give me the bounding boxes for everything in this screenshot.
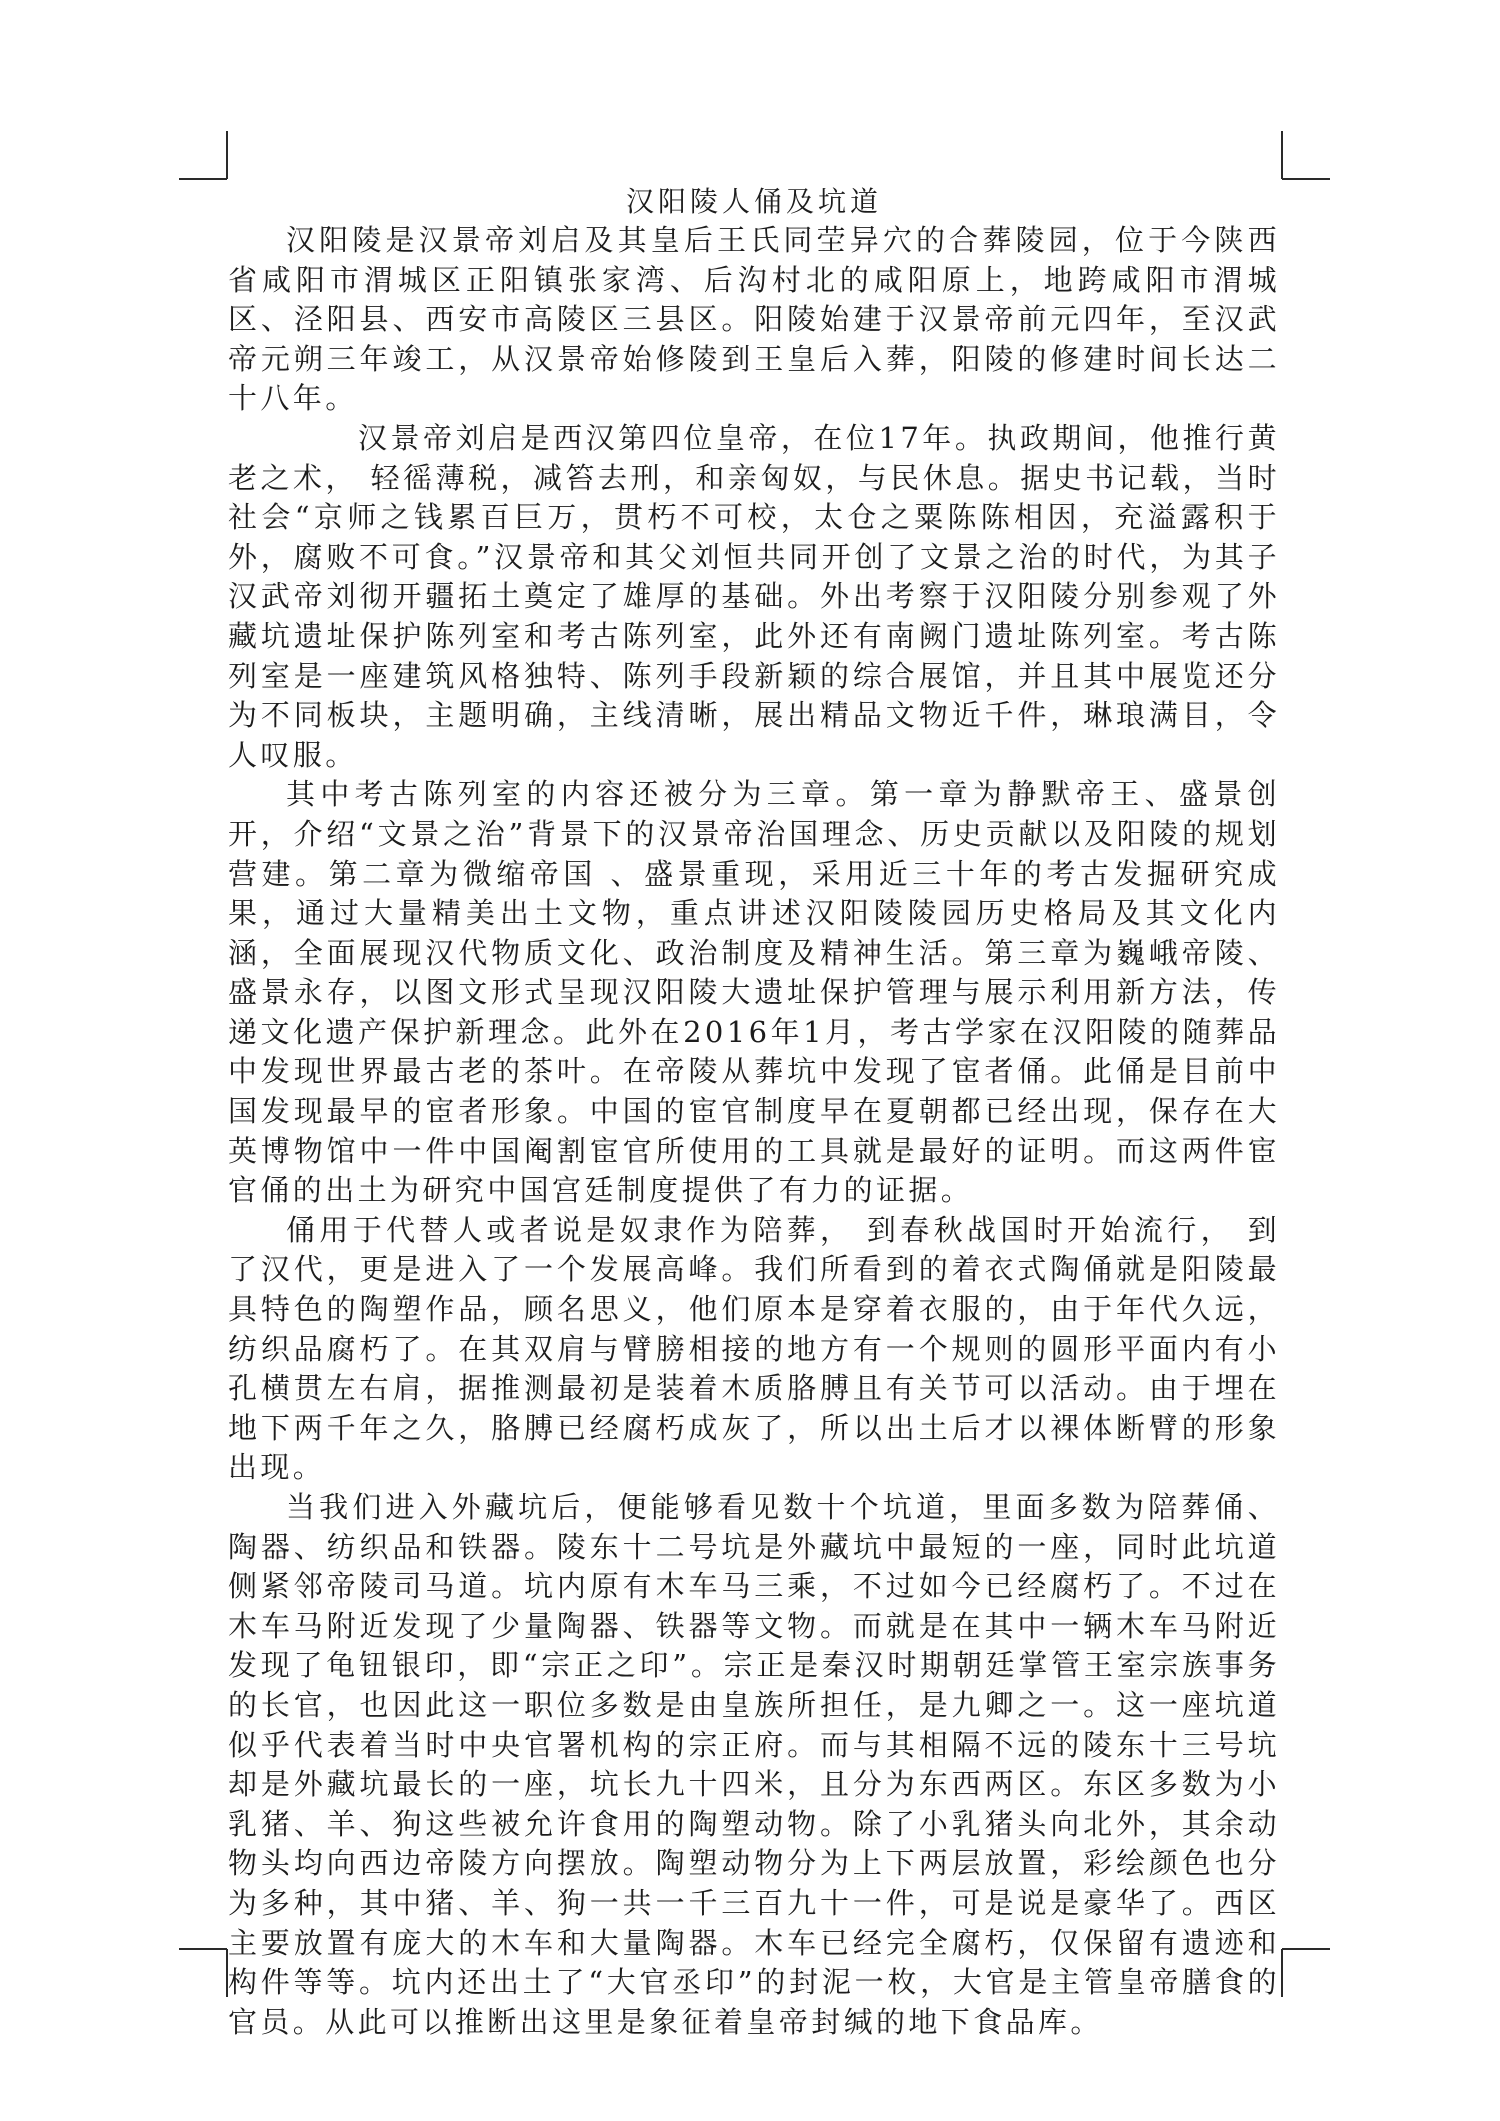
document-title: 汉阳陵人俑及坑道 [625, 185, 882, 218]
paragraph-intro: 汉阳陵是汉景帝刘启及其皇后王氏同茔异穴的合葬陵园，位于今陕西省咸阳市渭城区正阳镇张家湾、后沟村北的咸阳原上，地跨咸阳市渭城区、泾阳县、西安市高陵区三县区。阳陵始建于汉景帝前元四年，至汉武帝元朔三年竣工，从汉景帝始修陵到王皇后入葬，阳陵的修建时间长达二十八年。 [228, 223, 1280, 416]
paragraph-pits: 当我们进入外藏坑后，便能够看见数十个坑道，里面多数为陪葬俑、陶器、纺织品和铁器。陵东十二号坑是外藏坑中最短的一座，同时此坑道侧紧邻帝陵司马道。坑内原有木车马三乘，不过如今已经腐朽了。不过在木车马附近发现了少量陶器、铁器等文物。而就是在其中一辆木车马附近发现了龟钮银印，即“宗正之印”。宗正是秦汉时期朝廷掌管王室宗族事务的长官，也因此这一职位多数是由皇族所担任，是九卿之一。这一座坑道似乎代表着当时中央官署机构的宗正府。而与其相隔不远的陵东十三号坑却是外藏坑最长的一座，坑长九十四米，且分为东西两区。东区多数为小乳猪、羊、狗这些被允许食用的陶塑动物。除了小乳猪头向北外，其余动物头均向西边帝陵方向摆放。陶塑动物分为上下两层放置，彩绘颜色也分为多种，其中猪、羊、狗一共一千三百九十一件，可是说是豪华了。西区主要放置有庞大的木车和大量陶器。木车已经完全腐朽，仅保留有遗迹和构件等等。坑内还出土了“大官丞印”的封泥一枚，大官是主管皇帝膳食的官员。从此可以推断出这里是象征着皇帝封缄的地下食品库。 [228, 1490, 1280, 2039]
paragraph-emperor: 汉景帝刘启是西汉第四位皇帝，在位17年。执政期间，他推行黄老之术， 轻徭薄税，减笞去刑，和亲匈奴，与民休息。据史书记载，当时社会“京师之钱累百巨万，贯朽不可校，太仓之粟陈陈相因，充溢露积于外，腐败不可食。”汉景帝和其父刘恒共同开创了文景之治的时代，为其子汉武帝刘彻开疆拓土奠定了雄厚的基础。外出考察于汉阳陵分别参观了外藏坑遗址保护陈列室和考古陈列室，此外还有南阙门遗址陈列室。考古陈列室是一座建筑风格独特、陈列手段新颖的综合展馆，并且其中展览还分为不同板块，主题明确，主线清晰，展出精品文物近千件，琳琅满目，令人叹服。 [228, 420, 1280, 772]
paragraph-figurines: 俑用于代替人或者说是奴隶作为陪葬， 到春秋战国时开始流行， 到了汉代，更是进入了一个发展高峰。我们所看到的着衣式陶俑就是阳陵最具特色的陶塑作品，顾名思义，他们原本是穿着衣服的，由于年代久远，纺织品腐朽了。在其双肩与臂膀相接的地方有一个规则的圆形平面内有小孔横贯左右肩，据推测最初是装着木质胳膊且有关节可以活动。由于埋在地下两千年之久，胳膊已经腐朽成灰了，所以出土后才以裸体断臂的形象出现。 [228, 1212, 1280, 1485]
paragraph-exhibition: 其中考古陈列室的内容还被分为三章。第一章为静默帝王、盛景创开，介绍“文景之治”背景下的汉景帝治国理念、历史贡献以及阳陵的规划营建。第二章为微缩帝国 、盛景重现，采用近三十年的考古发掘研究成果，通过大量精美出土文物，重点讲述汉阳陵陵园历史格局及其文化内涵，全面展现汉代物质文化、政治制度及精神生活。第三章为巍峨帝陵、盛景永存，以图文形式呈现汉阳陵大遗址保护管理与展示利用新方法，传递文化遗产保护新理念。此外在2016年1月，考古学家在汉阳陵的随葬品中发现世界最古老的茶叶。在帝陵从葬坑中发现了宦者俑。此俑是目前中国发现最早的宦者形象。中国的宦官制度早在夏朝都已经出现，保存在大英博物馆中一件中国阉割宦官所使用的工具就是最好的证明。而这两件宦官俑的出土为研究中国宫廷制度提供了有力的证据。 [228, 777, 1280, 1208]
document-body [228, 183, 1280, 2042]
